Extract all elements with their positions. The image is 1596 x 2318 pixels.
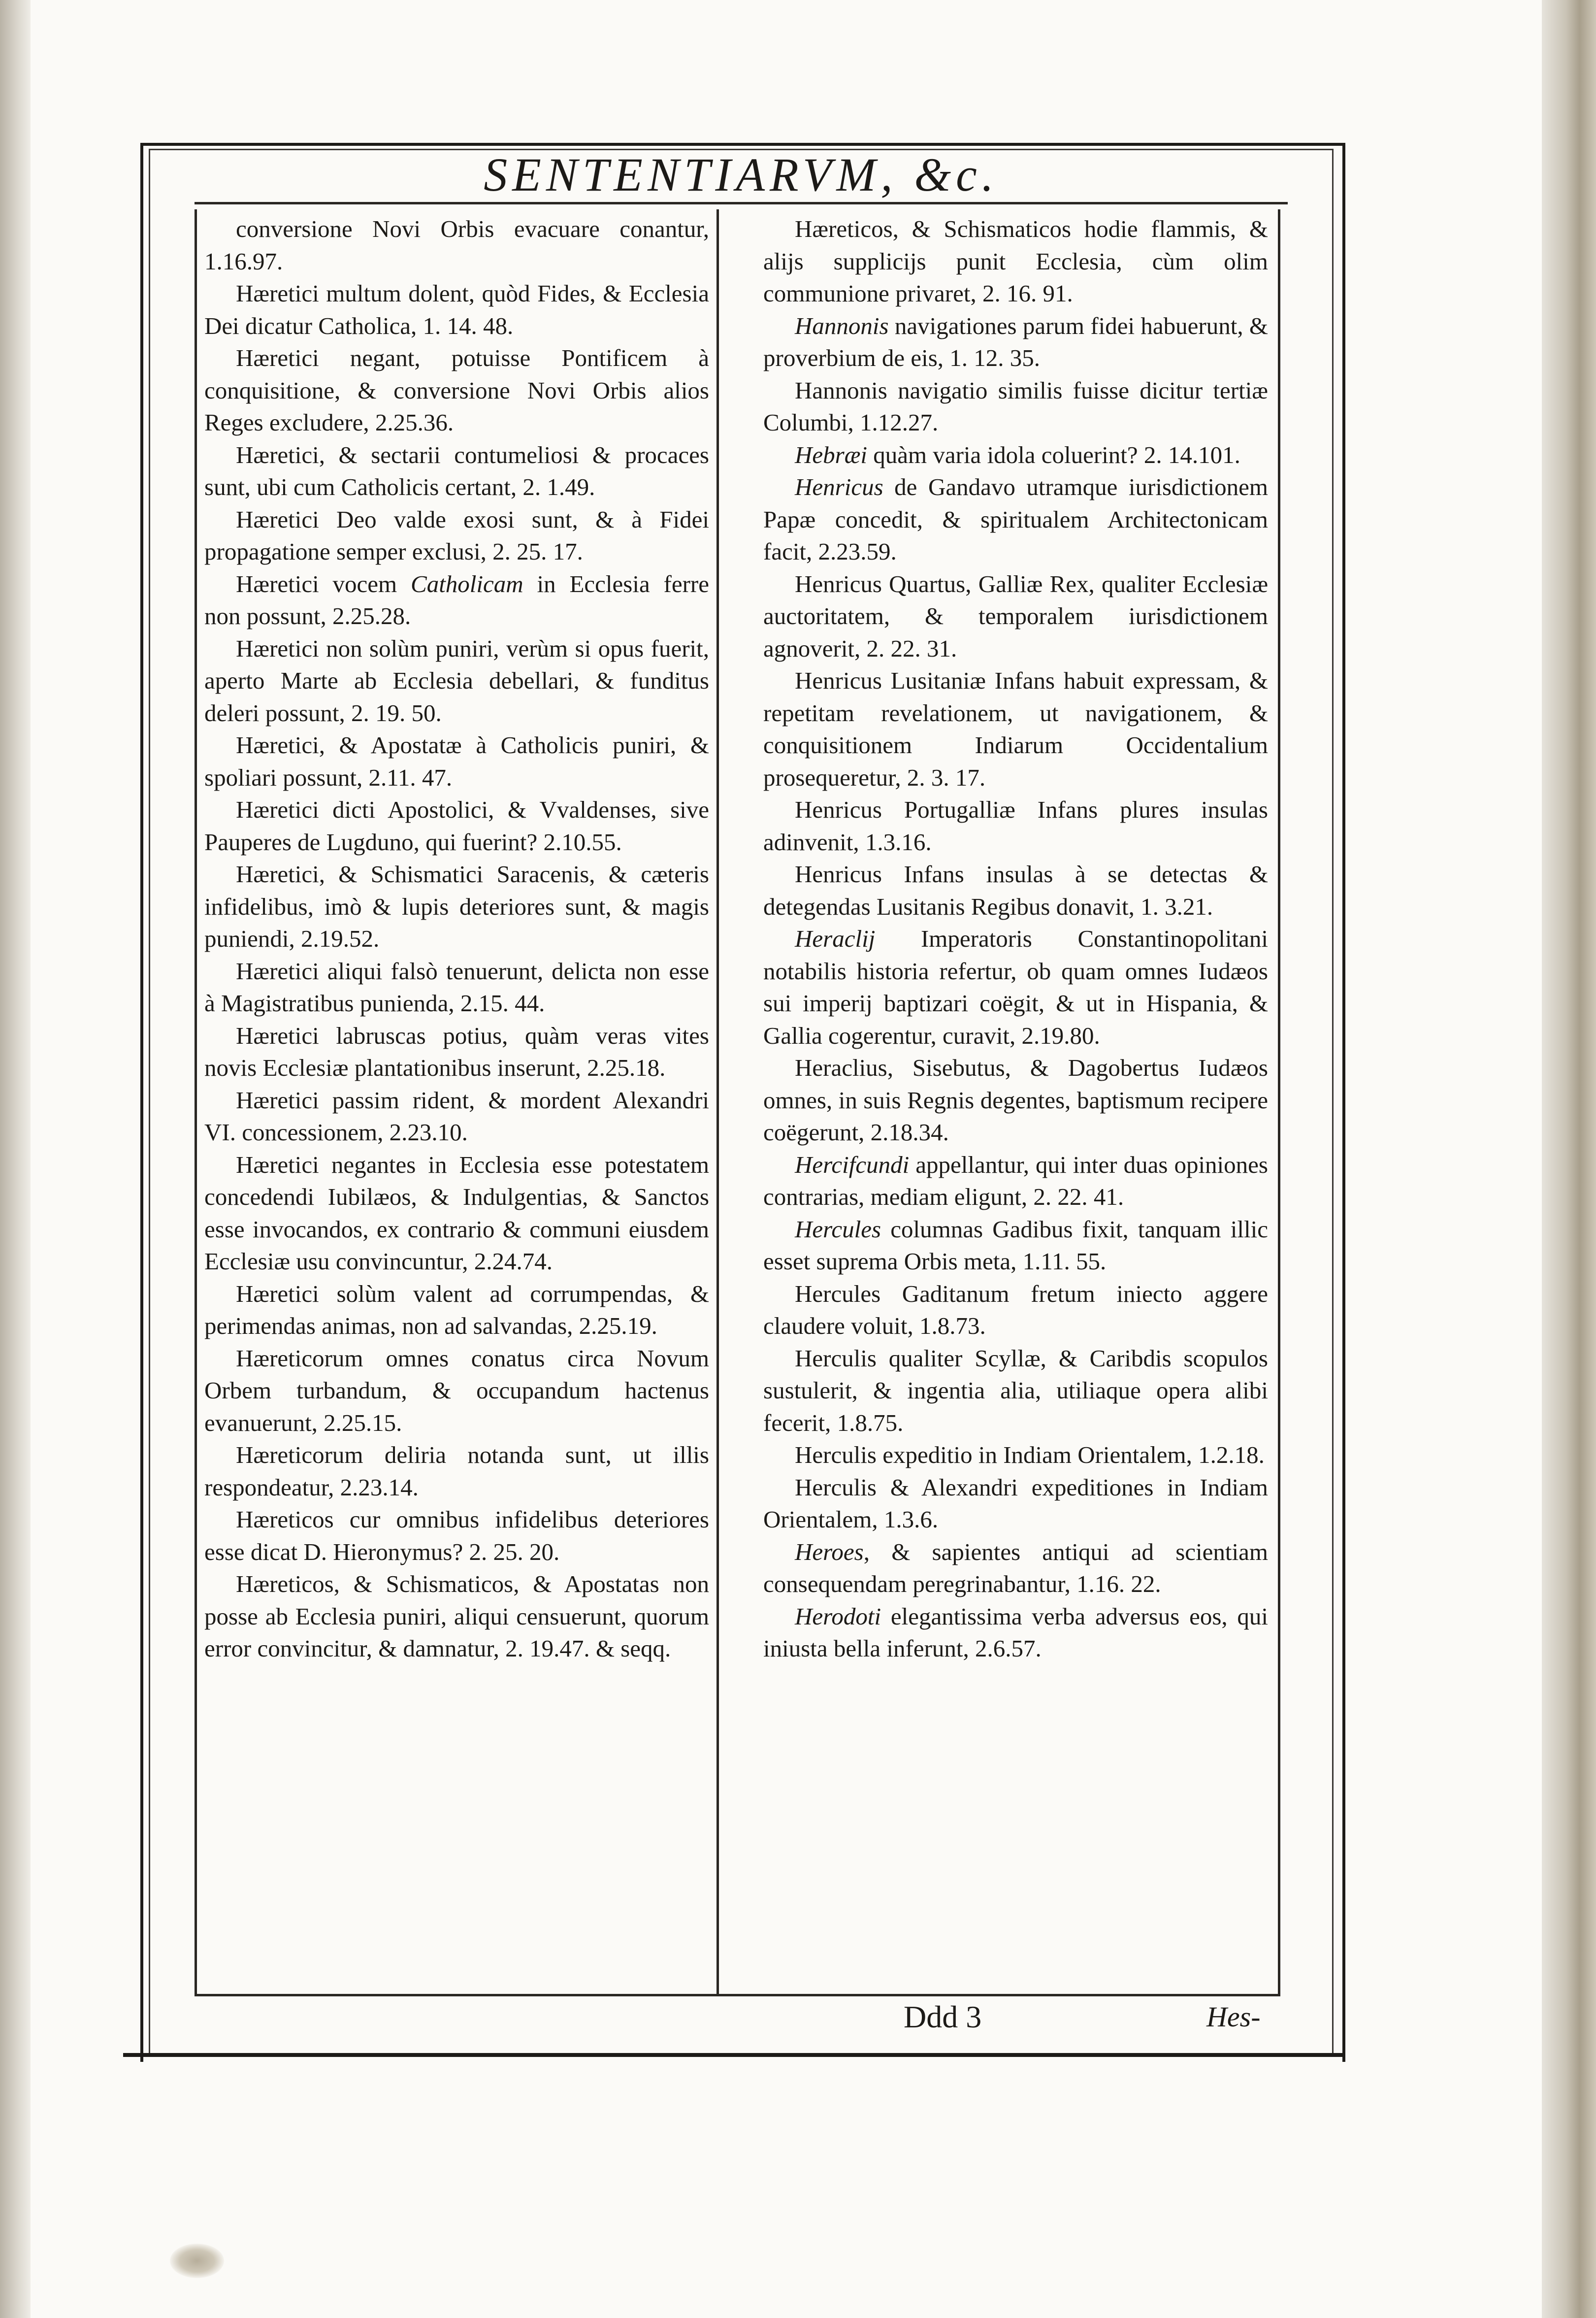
columns-bottom-rule [195, 1994, 1280, 1996]
index-text: Hæreticos, & Schismaticos hodie flammis, & alijs supplicijs punit Ecclesia, cùm olim communione privaret, 2. 16. 91. [763, 215, 1268, 307]
index-entry [204, 277, 709, 342]
index-text: Imperatoris Constantinopolitani notabilis historia refertur, ob quam omnes Iudæos sui imperij baptizari coëgit, & ut in Hispania, & Gallia cogerentur, curavit, 2.19.80. [763, 925, 1268, 1049]
index-text: Hæretici negant, potuisse Pontificem à conquisitione, & conversione Novi Orbis alios Reges excludere, 2.25.36. [204, 344, 709, 436]
index-entry [763, 858, 1268, 923]
index-keyword: Catholicam [411, 570, 523, 597]
index-text: Hæreticos, & Schismaticos, & Apostatas non posse ab Ecclesia puniri, aliqui censuerunt, quorum error convincitur, & damnatur, 2. 19.47. & seqq. [204, 1570, 709, 1662]
index-entry [763, 213, 1268, 310]
index-entry [204, 1278, 709, 1342]
index-keyword: Hannonis [795, 312, 889, 339]
index-text: Hæretici passim rident, & mordent Alexandri VI. concessionem, 2.23.10. [204, 1086, 709, 1146]
index-text: Hæretici aliqui falsò tenuerunt, delicta non esse à Magistratibus punienda, 2.15. 44. [204, 957, 709, 1017]
column-rule-right [1278, 209, 1280, 1995]
index-entry [763, 568, 1268, 665]
index-text: Herculis expeditio in Indiam Orientalem, 1.2.18. [795, 1441, 1265, 1468]
index-text: appellantur, qui inter duas opiniones contrarias, mediam eligunt, 2. 22. 41. [763, 1151, 1268, 1210]
index-entry [763, 664, 1268, 794]
index-text: columnas Gadibus fixit, tanquam illic esset suprema Orbis meta, 1.11. 55. [763, 1215, 1268, 1275]
index-text: Hæretici dicti Apostolici, & Vvaldenses, sive Pauperes de Lugduno, qui fuerint? 2.10.55. [204, 796, 709, 856]
index-entry [204, 729, 709, 794]
catchword: Hes- [1206, 2001, 1261, 2033]
index-text: Hercules Gaditanum fretum iniecto aggere claudere voluit, 1.8.73. [763, 1280, 1268, 1339]
index-text: conversione Novi Orbis evacuare conantur, 1.16.97. [204, 215, 709, 275]
index-text: Hæretici solùm valent ad corrumpendas, & perimendas animas, non ad salvandas, 2.25.19. [204, 1280, 709, 1339]
index-keyword: Henricus [795, 473, 883, 500]
index-column-right [763, 213, 1268, 1988]
index-entry [204, 1503, 709, 1568]
index-keyword: Hercifcundi [795, 1151, 910, 1178]
index-entry [204, 794, 709, 858]
index-text: navigationes parum fidei habuerunt, & proverbium de eis, 1. 12. 35. [763, 312, 1268, 371]
index-entry [763, 794, 1268, 858]
index-entry [204, 1439, 709, 1503]
index-text: Hæretici, & sectarii contumeliosi & procaces sunt, ubi cum Catholicis certant, 2. 1.49. [204, 441, 709, 500]
index-text: Hæreticos cur omnibus infidelibus deteriores esse dicat D. Hieronymus? 2. 25. 20. [204, 1506, 709, 1565]
index-entry [204, 439, 709, 503]
index-entry [763, 439, 1268, 471]
index-text: Hæreticorum deliria notanda sunt, ut illis respondeatur, 2.23.14. [204, 1441, 709, 1501]
index-entry [204, 1020, 709, 1084]
index-text: Hæretici, & Schismatici Saracenis, & cæteris infidelibus, imò & lupis deteriores sunt, & magis puniendi, 2.19.52. [204, 861, 709, 952]
index-text: Henricus Quartus, Galliæ Rex, qualiter Ecclesiæ auctoritatem, & temporalem iurisdictionem agnoverit, 2. 22. 31. [763, 570, 1268, 662]
index-entry [204, 1342, 709, 1439]
index-entry [204, 342, 709, 439]
index-text: Hannonis navigatio similis fuisse dicitur tertiæ Columbi, 1.12.27. [763, 376, 1268, 436]
index-text: Hæretici multum dolent, quòd Fides, & Ecclesia Dei dicatur Catholica, 1. 14. 48. [204, 280, 709, 339]
index-entry [204, 503, 709, 568]
paper-stain [170, 2244, 224, 2278]
index-text: Hæretici labruscas potius, quàm veras vites novis Ecclesiæ plantationibus inserunt, 2.25.18. [204, 1022, 709, 1081]
index-entry [204, 632, 709, 729]
column-rule-left [195, 209, 197, 1995]
header-rule [195, 202, 1288, 204]
index-entry [763, 374, 1268, 439]
index-entry [763, 1278, 1268, 1342]
index-column-left [204, 213, 709, 1988]
index-text: Heraclius, Sisebutus, & Dagobertus Iudæos omnes, in suis Regnis degentes, baptismum recipere coëgerunt, 2.18.34. [763, 1054, 1268, 1146]
index-text: Henricus Infans insulas à se detectas & detegendas Lusitanis Regibus donavit, 1. 3.21. [763, 861, 1268, 920]
index-entry [204, 1149, 709, 1278]
index-keyword: Herodoti [795, 1602, 881, 1630]
index-text: Herculis qualiter Scyllæ, & Caribdis scopulos sustulerit, & ingentia alia, utiliaque opera alibi fecerit, 1.8.75. [763, 1344, 1268, 1436]
page-frame-bottom-rule [123, 2053, 1344, 2057]
running-head: SENTENTIARVM, &c. [484, 148, 999, 201]
index-entry [204, 568, 709, 632]
index-entry [763, 1342, 1268, 1439]
index-text: Henricus Portugalliæ Infans plures insulas adinvenit, 1.3.16. [763, 796, 1268, 856]
facing-page-edge [0, 0, 31, 2318]
index-entry [204, 955, 709, 1020]
index-keyword: Hercules [795, 1215, 881, 1243]
index-keyword: Heraclij [795, 925, 876, 952]
index-text: quàm varia idola coluerint? 2. 14.101. [867, 441, 1240, 468]
index-text: elegantissima verba adversus eos, qui iniusta bella inferunt, 2.6.57. [763, 1602, 1268, 1662]
index-entry [763, 310, 1268, 374]
index-entry [763, 1600, 1268, 1665]
index-text: de Gandavo utramque iurisdictionem Papæ concedit, & spiritualem Architectonicam facit, 2.23.59. [763, 473, 1268, 565]
index-entry [763, 471, 1268, 568]
index-text: Hæretici negantes in Ecclesia esse potestatem concedendi Iubilæos, & Indulgentias, & Sanctos esse invocandos, ex contrario & communi eiusdem Ecclesiæ usu convincuntur, 2.24.74. [204, 1151, 709, 1275]
index-keyword: Heroes [795, 1538, 864, 1565]
index-keyword: Hebræi [795, 441, 867, 468]
index-text: Hæretici vocem [236, 570, 411, 597]
index-entry [204, 1084, 709, 1149]
index-text: , & sapientes antiqui ad scientiam consequendam peregrinabantur, 1.16. 22. [763, 1538, 1268, 1597]
index-text: Hæretici, & Apostatæ à Catholicis puniri, & spoliari possunt, 2.11. 47. [204, 731, 709, 791]
page-edges-right [1542, 0, 1596, 2318]
index-entry [763, 1213, 1268, 1278]
index-entry [204, 213, 709, 277]
index-entry [763, 923, 1268, 1052]
index-entry [763, 1052, 1268, 1149]
index-entry [204, 858, 709, 955]
index-text: Hæretici non solùm puniri, verùm si opus fuerit, aperto Marte ab Ecclesia debellari, & funditus deleri possunt, 2. 19. 50. [204, 634, 709, 727]
index-entry [763, 1471, 1268, 1536]
index-entry [763, 1149, 1268, 1213]
index-text: Herculis & Alexandri expeditiones in Indiam Orientalem, 1.3.6. [763, 1473, 1268, 1533]
column-rule-middle [717, 209, 719, 1995]
index-entry [204, 1568, 709, 1665]
signature-mark: Ddd 3 [904, 1999, 982, 2034]
index-text: Henricus Lusitaniæ Infans habuit expressam, & repetitam revelationem, ut navigationem, & conquisitionem Indiarum Occidentalium prosequeretur, 2. 3. 17. [763, 667, 1268, 791]
index-text: Hæretici Deo valde exosi sunt, & à Fidei propagatione semper exclusi, 2. 25. 17. [204, 505, 709, 565]
index-text: Hæreticorum omnes conatus circa Novum Orbem turbandum, & occupandum hactenus evanuerunt, 2.25.15. [204, 1344, 709, 1436]
index-text: in Ecclesia ferre non possunt, 2.25.28. [204, 570, 709, 629]
index-entry [763, 1439, 1268, 1471]
index-entry [763, 1536, 1268, 1600]
